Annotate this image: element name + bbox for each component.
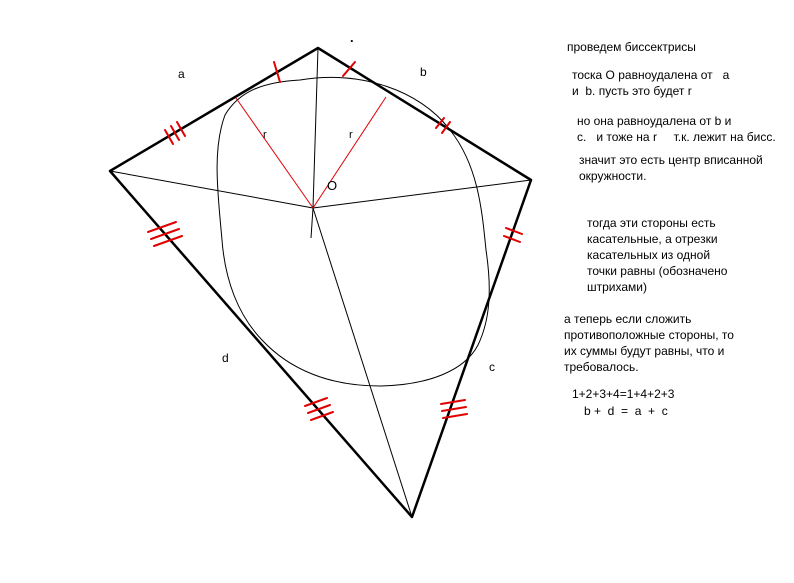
equation-sides: b + d = a + c xyxy=(584,404,668,418)
bisector-left xyxy=(110,171,313,208)
bisector-top xyxy=(313,48,318,208)
note-sum-sides: а теперь если сложить противоположные стороны, то их суммы будут равны, что и требовалось. xyxy=(564,312,734,374)
radius-right xyxy=(313,97,386,208)
radius-label-left: r xyxy=(263,129,267,141)
tick-mark xyxy=(442,122,450,133)
side-label-d: d xyxy=(222,351,229,365)
center-label: O xyxy=(327,178,338,193)
note-tangents: тогда эти стороны есть касательные, а отрезки касательных из одной точки равны (обозначено штрихами) xyxy=(587,216,728,294)
note-bisectors: проведем биссектрисы xyxy=(567,40,696,54)
bisectors xyxy=(110,48,531,517)
tick-mark xyxy=(442,407,466,411)
quadrilateral xyxy=(110,48,531,517)
bisector-right xyxy=(313,180,531,208)
note-equidistant-bc: но она равноудалена от b и с. и тоже на r т.к. лежит на бисс. xyxy=(577,114,776,144)
side-label-a: a xyxy=(178,67,185,81)
bisector-bottom xyxy=(313,208,412,517)
radius-label-right: r xyxy=(349,129,353,141)
side-label-b: b xyxy=(420,65,427,79)
radii xyxy=(236,97,386,208)
note-equidistant-ab: тоска О равноудалена от а и b. пусть это будет r xyxy=(572,68,730,98)
dot-mark: . xyxy=(350,30,354,45)
note-incircle-center: значит это есть центр вписанной окружности. xyxy=(579,153,763,183)
tick-mark xyxy=(177,122,185,136)
radius-left xyxy=(236,98,313,208)
equation-numbers: 1+2+3+4=1+4+2+3 xyxy=(572,387,675,401)
tick-mark xyxy=(151,229,179,239)
side-label-c: c xyxy=(489,360,495,374)
bisector-tail xyxy=(311,208,313,238)
